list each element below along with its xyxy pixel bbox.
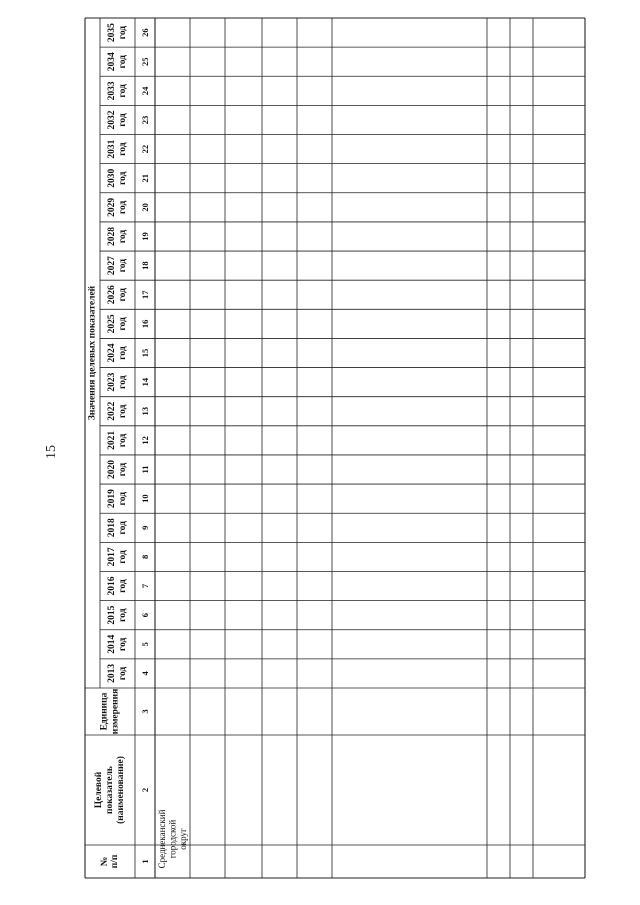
column-number: 15: [140, 348, 150, 358]
header-year: год: [118, 521, 128, 535]
row-name: Среднеканский: [157, 809, 167, 869]
header-year: 2028: [107, 226, 117, 246]
header-year: год: [118, 550, 128, 564]
header-indicator: показатель: [105, 766, 115, 814]
column-number: 22: [140, 144, 150, 154]
header-year: год: [118, 171, 128, 185]
header-year: год: [118, 666, 128, 681]
header-year: год: [118, 55, 128, 69]
table-text: [87, 23, 189, 869]
header-indicator: (наименование): [116, 756, 126, 824]
header-year: 2027: [107, 256, 117, 276]
header-year: год: [118, 491, 128, 506]
column-number: 7: [140, 583, 150, 589]
header-year: 2033: [107, 81, 117, 101]
column-number: 2: [140, 787, 150, 793]
column-number: 4: [140, 671, 150, 676]
header-year: год: [118, 200, 128, 215]
header-values-title: Значения целевых показателей: [87, 285, 98, 421]
column-number: 19: [140, 232, 150, 241]
header-year: год: [118, 637, 128, 651]
header-year: год: [118, 317, 128, 331]
column-number: 13: [140, 407, 150, 416]
header-year: год: [118, 579, 128, 593]
header-year: 2031: [107, 139, 117, 159]
header-year: 2032: [107, 110, 117, 130]
header-year: 2019: [107, 489, 117, 509]
column-number: 21: [140, 173, 150, 183]
header-year: год: [118, 462, 128, 477]
column-number: 16: [140, 319, 150, 329]
column-number: 10: [140, 494, 150, 503]
header-year: 2015: [107, 605, 117, 625]
column-number: 3: [140, 709, 150, 714]
column-number: 17: [140, 290, 150, 299]
table-grid: [85, 18, 585, 878]
header-indicator: Целевой: [94, 771, 104, 809]
header-year: 2030: [107, 168, 117, 188]
column-number: 8: [140, 554, 150, 560]
header-year: год: [118, 142, 128, 156]
header-year: год: [118, 288, 128, 302]
header-year: год: [118, 25, 128, 40]
header-year: 2017: [107, 547, 117, 567]
column-number: 14: [140, 377, 150, 387]
header-year: год: [118, 84, 128, 98]
header-year: 2026: [107, 285, 117, 305]
header-year: 2035: [107, 23, 117, 43]
column-number: 1: [140, 859, 150, 864]
header-unit: Единица: [99, 692, 110, 731]
column-number: 9: [140, 525, 150, 530]
header-year: 2024: [107, 343, 117, 363]
header-no: п/п: [110, 854, 120, 869]
row-name: городской: [167, 819, 178, 859]
header-year: 2022: [107, 401, 117, 421]
column-number: 18: [140, 261, 150, 270]
header-year: 2018: [107, 518, 117, 538]
column-number: 26: [140, 28, 150, 37]
header-year: год: [118, 346, 128, 360]
header-year: 2034: [107, 52, 117, 72]
header-year: 2029: [107, 197, 117, 217]
header-year: 2016: [107, 576, 117, 596]
header-year: 2023: [107, 372, 117, 392]
page-number: 15: [44, 445, 59, 459]
header-year: год: [118, 375, 128, 389]
column-number: 25: [140, 57, 150, 66]
column-number: 12: [140, 436, 150, 445]
column-number: 23: [140, 115, 150, 125]
column-number: 11: [140, 465, 150, 474]
header-year: год: [118, 258, 128, 273]
header-year: 2014: [107, 634, 117, 654]
header-year: 2020: [107, 460, 117, 480]
column-number: 6: [140, 613, 150, 618]
header-year: год: [118, 433, 128, 448]
header-no: №: [100, 856, 110, 867]
header-year: год: [118, 113, 128, 127]
header-year: год: [118, 404, 128, 418]
header-year: год: [118, 608, 128, 622]
row-name: округ: [178, 828, 188, 850]
header-year: 2013: [107, 663, 117, 683]
header-year: 2025: [107, 314, 117, 334]
header-year: 2021: [107, 430, 117, 450]
header-year: год: [118, 229, 128, 244]
header-unit: измерения: [110, 688, 121, 735]
column-number: 5: [140, 642, 150, 647]
column-number: 20: [140, 203, 150, 212]
column-number: 24: [140, 86, 150, 96]
